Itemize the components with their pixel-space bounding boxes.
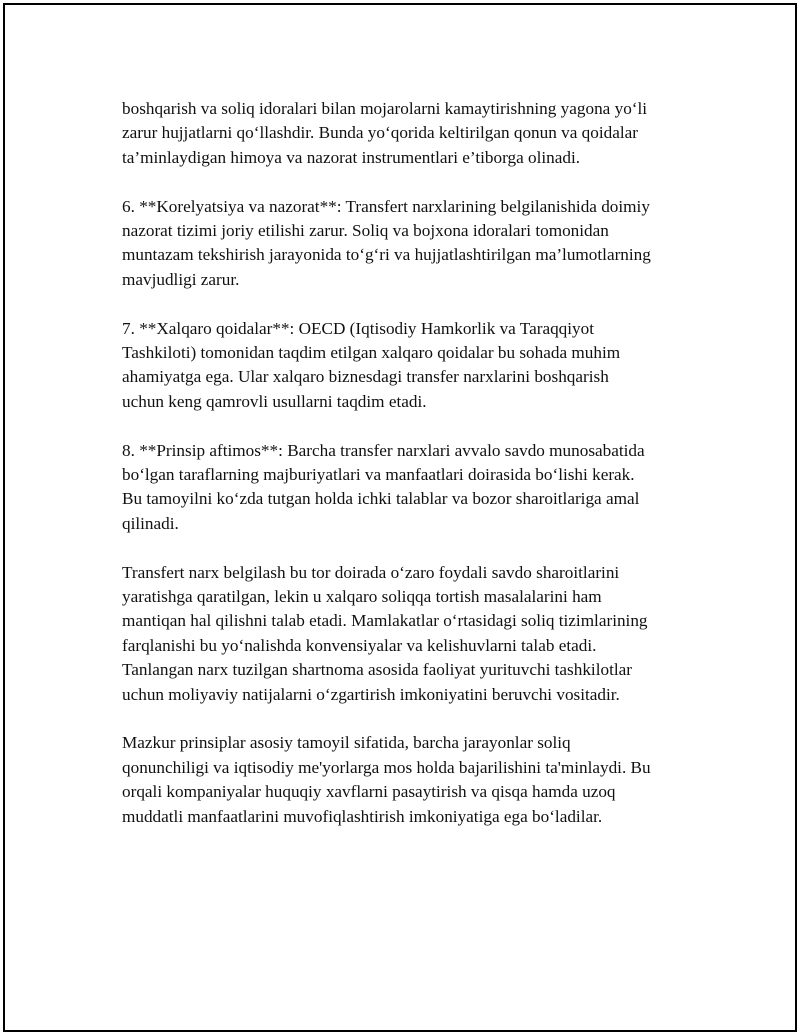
text-line: zarur hujjatlarni qo‘llashdir. Bunda yo‘qorida keltirilgan qonun va qoidalar	[122, 123, 638, 143]
text-line: uchun moliyaviy natijalarni o‘zgartirish imkoniyatini beruvchi vositadir.	[122, 684, 620, 704]
text-line: Mazkur prinsiplar asosiy tamoyil sifatida, barcha jarayonlar soliq	[122, 733, 571, 753]
text-line: ahamiyatga ega. Ular xalqaro biznesdagi transfer narxlarini boshqarish	[122, 367, 609, 387]
text-line: 8. **Prinsip aftimos**: Barcha transfer narxlari avvalo savdo munosabatida	[122, 440, 645, 460]
text-line: 6. **Korelyatsiya va nazorat**: Transfert narxlarining belgilanishida doimiy	[122, 196, 650, 216]
text-line: mantiqan hal qilishni talab etadi. Mamlakatlar o‘rtasidagi soliq tizimlarining	[122, 611, 648, 631]
text-line: uchun keng qamrovli usullarni taqdim etadi.	[122, 391, 427, 411]
document-body	[122, 97, 697, 854]
text-line: muntazam tekshirish jarayonida to‘g‘ri va hujjatlashtirilgan ma’lumotlarning	[122, 245, 651, 265]
text-line: boshqarish va soliq idoralari bilan mojarolarni kamaytirishning yagona yo‘li	[122, 99, 648, 118]
text-line: ta’minlaydigan himoya va nazorat instrumentlari e’tiborga olinadi.	[122, 147, 581, 167]
paragraph-5	[122, 561, 697, 707]
text-line: qilinadi.	[122, 513, 179, 533]
text-line: farqlanishi bu yo‘nalishda konvensiyalar va kelishuvlarni talab etadi.	[122, 635, 597, 655]
text-line: Tashkiloti) tomonidan taqdim etilgan xalqaro qoidalar bu sohada muhim	[122, 343, 621, 363]
text-line: muddatli manfaatlarini muvofiqlashtirish imkoniyatiga ega bo‘ladilar.	[122, 806, 603, 826]
text-line: Tanlangan narx tuzilgan shartnoma asosida faoliyat yurituvchi tashkilotlar	[122, 660, 632, 680]
text-line: Transfert narx belgilash bu tor doirada o‘zaro foydali savdo sharoitlarini	[122, 562, 620, 582]
text-line: orqali kompaniyalar huquqiy xavflarni pasaytirish va qisqa hamda uzoq	[122, 782, 616, 802]
text-line: qonunchiligi va iqtisodiy me'yorlarga mos holda bajarilishini ta'minlaydi. Bu	[122, 757, 651, 777]
paragraph-4	[122, 439, 697, 537]
text-line: yaratishga qaratilgan, lekin u xalqaro soliqqa tortish masalalarini ham	[122, 587, 602, 607]
paragraph-3	[122, 317, 697, 415]
text-line: nazorat tizimi joriy etilishi zarur. Soliq va bojxona idoralari tomonidan	[122, 221, 609, 241]
paragraph-2	[122, 195, 697, 293]
paragraph-1	[122, 97, 697, 170]
paragraph-6	[122, 731, 697, 829]
text-line: Bu tamoyilni ko‘zda tutgan holda ichki talablar va bozor sharoitlariga amal	[122, 489, 640, 509]
text-line: 7. **Xalqaro qoidalar**: OECD (Iqtisodiy Hamkorlik va Taraqqiyot	[122, 318, 594, 338]
text-line: bo‘lgan taraflarning majburiyatlari va manfaatlari doirasida bo‘lishi kerak.	[122, 465, 635, 485]
page-frame	[3, 3, 797, 1032]
text-line: mavjudligi zarur.	[122, 269, 240, 289]
